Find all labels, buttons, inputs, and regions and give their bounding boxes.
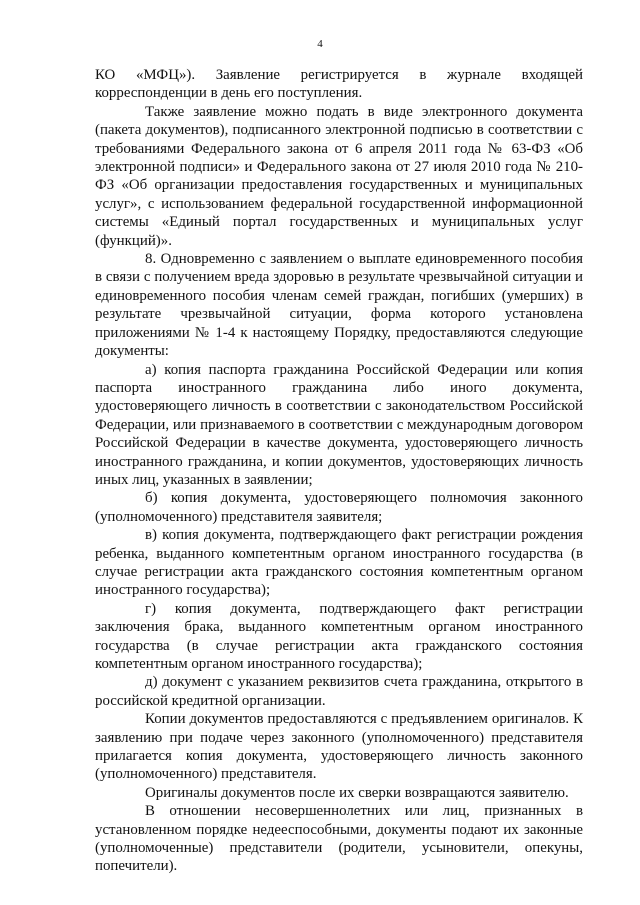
list-item-a: а) копия паспорта гражданина Российской Федерации или копия паспорта иностранного гражданина либо иного документа, удостоверяющего личность в соответствии с законодательством Российской Федерации, или признаваемого в соответствии с международным договором Российской Федерации в качестве документа, удостоверяющего личность иностранного гражданина, и копии документов, удостоверяющих личность иных лиц, указанных в заявлении; xyxy=(95,361,583,488)
list-item-v: в) копия документа, подтверждающего факт регистрации рождения ребенка, выданного компетентным органом иностранного государства (в случае регистрации акта гражданского состояния компетентным органом иностранного государства); xyxy=(95,527,583,599)
paragraph-minors: В отношении несовершеннолетних или лиц, признанных в установленном порядке недееспособными, документы подают их законные (уполномоченные) представители (родители, усыновители, опекуны, попечители). xyxy=(95,803,583,875)
paragraph-originals-returned: Оригиналы документов после их сверки возвращаются заявителю. xyxy=(145,784,569,801)
list-item-b: б) копия документа, удостоверяющего полномочия законного (уполномоченного) представителя заявителя; xyxy=(95,490,583,525)
list-item-d: д) документ с указанием реквизитов счета гражданина, открытого в российской кредитной организации. xyxy=(95,674,583,709)
paragraph-copies-originals: Копии документов предоставляются с предъявлением оригиналов. К заявлению при подаче через законного (уполномоченного) представителя прилагается копия документа, удостоверяющего личность законного (уполномоченного) представителя. xyxy=(95,711,583,783)
list-item-g: г) копия документа, подтверждающего факт регистрации заключения брака, выданного компетентным органом иностранного государства (в случае регистрации акта гражданского состояния компетентным органом иностранного государства); xyxy=(95,600,583,672)
paragraph-electronic-submission: Также заявление можно подать в виде электронного документа (пакета документов), подписанного электронной подписью в соответствии с требованиями Федерального закона от 6 апреля 2011 года № 63-ФЗ «Об электронной подписи» и Федерального закона от 27 июля 2010 года № 210-ФЗ «Об организации предоставления государственных и муниципальных услуг», с использованием федеральной государственной информационной системы «Единый портал государственных и муниципальных услуг (функций)». xyxy=(95,103,583,249)
paragraph-registration: КО «МФЦ»). Заявление регистрируется в журнале входящей корреспонденции в день его поступления. xyxy=(95,67,583,102)
paragraph-clause-8: 8. Одновременно с заявлением о выплате единовременного пособия в связи с получением вреда здоровью в результате чрезвычайной ситуации и единовременного пособия членам семей граждан, погибших (умерших) в результате чрезвычайной ситуации, форма которого установлена приложениями № 1-4 к настоящему Порядку, предоставляются следующие документы: xyxy=(95,251,583,360)
page-number: 4 xyxy=(317,38,323,50)
document-body xyxy=(95,66,583,876)
